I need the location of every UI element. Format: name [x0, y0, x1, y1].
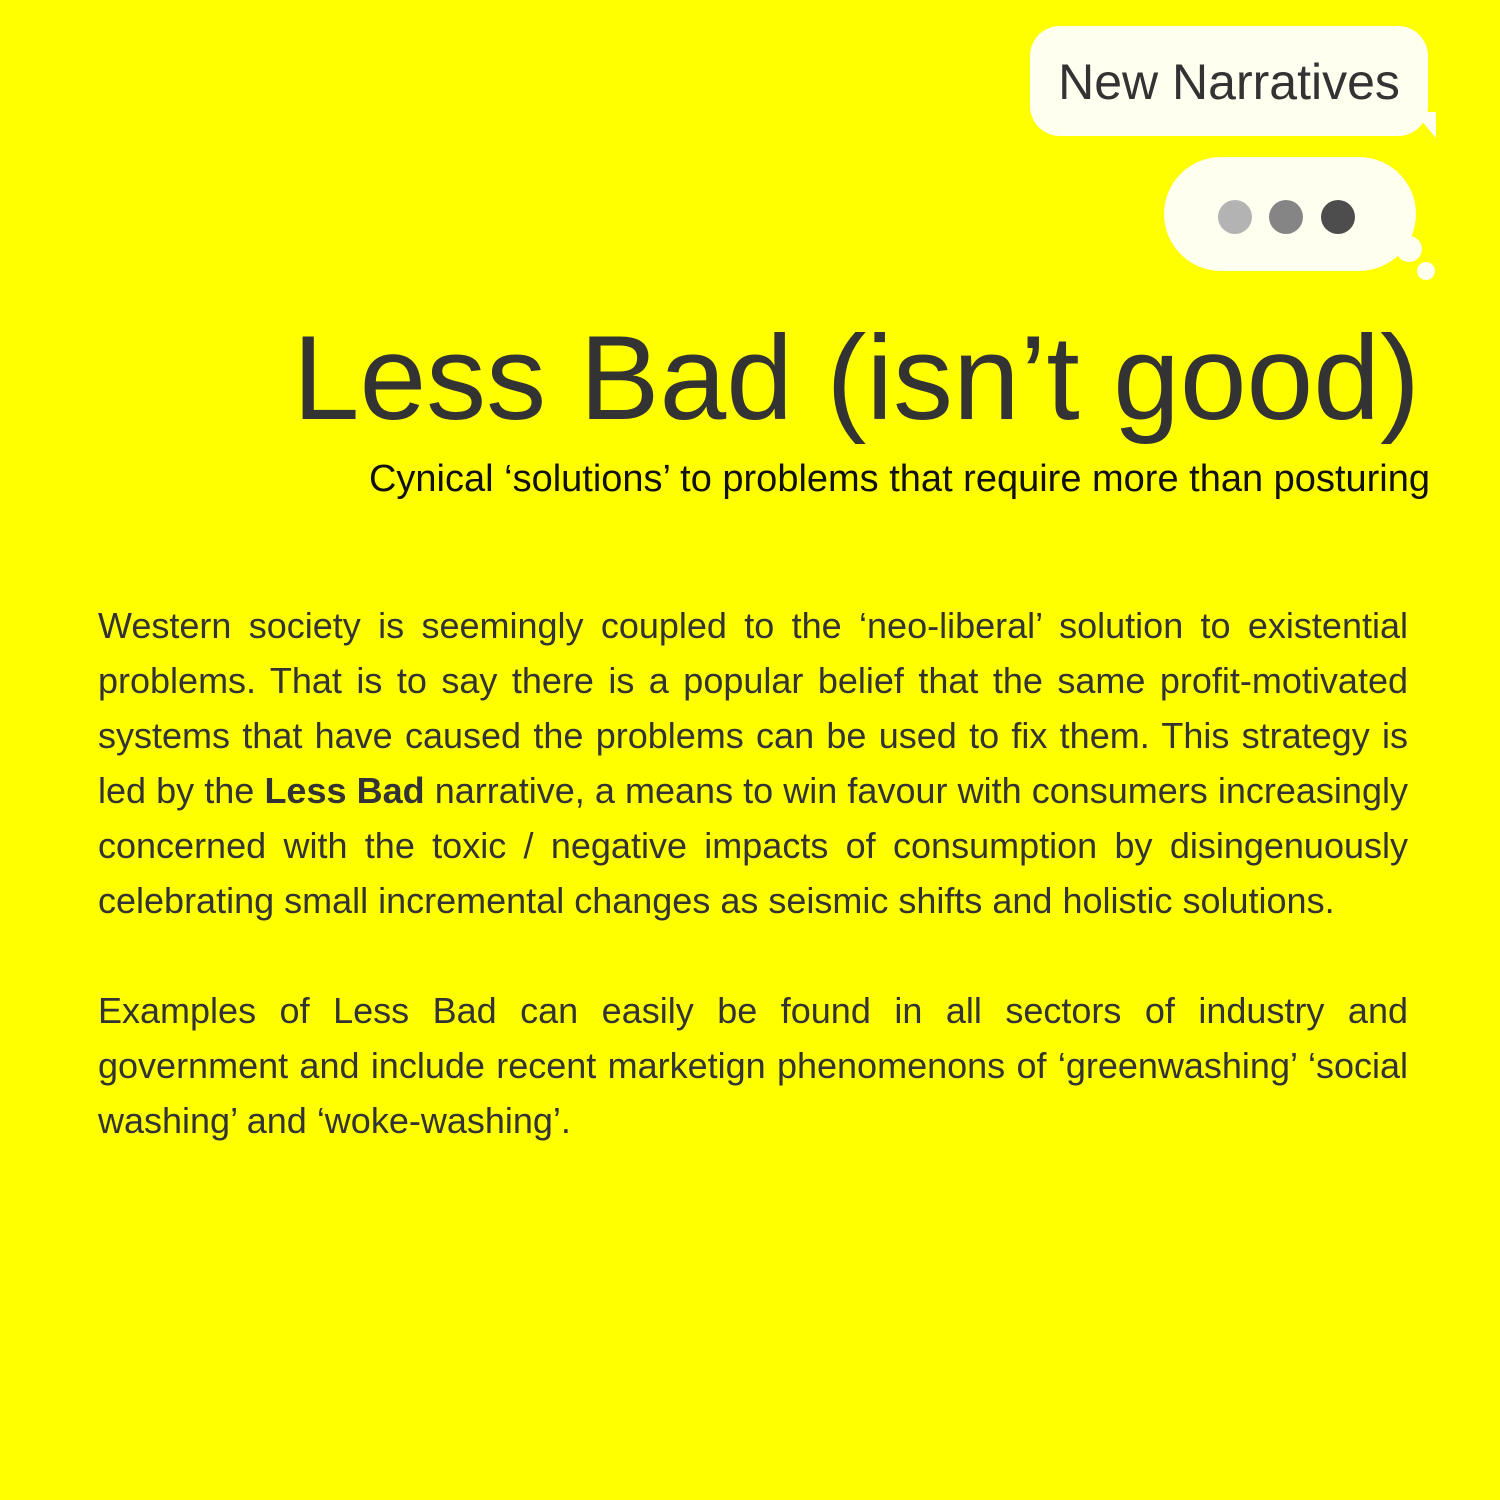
thought-tail-large	[1396, 236, 1422, 262]
page-subtitle: Cynical ‘solutions’ to problems that require more than posturing	[368, 458, 1430, 500]
typing-dot-1	[1218, 200, 1252, 234]
page-title: Less Bad (isn’t good)	[292, 311, 1420, 445]
thought-tail-small	[1417, 262, 1435, 280]
paragraph-2: Examples of Less Bad can easily be found in all sectors of industry and government and include recent marketign phenomenons of ‘greenwashing’ ‘social washing’ and ‘woke-washing’.	[98, 990, 1408, 1141]
paragraph-1-rest: narrative, a means to win favour with consumers increasingly concerned with the toxic / negative impacts of consumption by disingenuously celebrating small incremental changes as seismic shifts and holistic solutions.	[98, 770, 1408, 921]
paragraph-1-intro: Western society is seemingly coupled to the ‘neo-liberal’ solution to existential problems. That is to say there is a popular belief that the same profit-motivated systems that have caused the problems can be used to fix them. This strategy is led by the	[98, 605, 1408, 811]
paragraph-1-emphasis: Less Bad	[264, 770, 425, 811]
body-text	[98, 598, 1408, 1203]
section-label: New Narratives	[1058, 54, 1400, 110]
paragraph-1	[98, 598, 1408, 928]
typing-dot-2	[1269, 200, 1303, 234]
speech-bubble	[1030, 26, 1428, 136]
typing-dot-3	[1321, 200, 1355, 234]
